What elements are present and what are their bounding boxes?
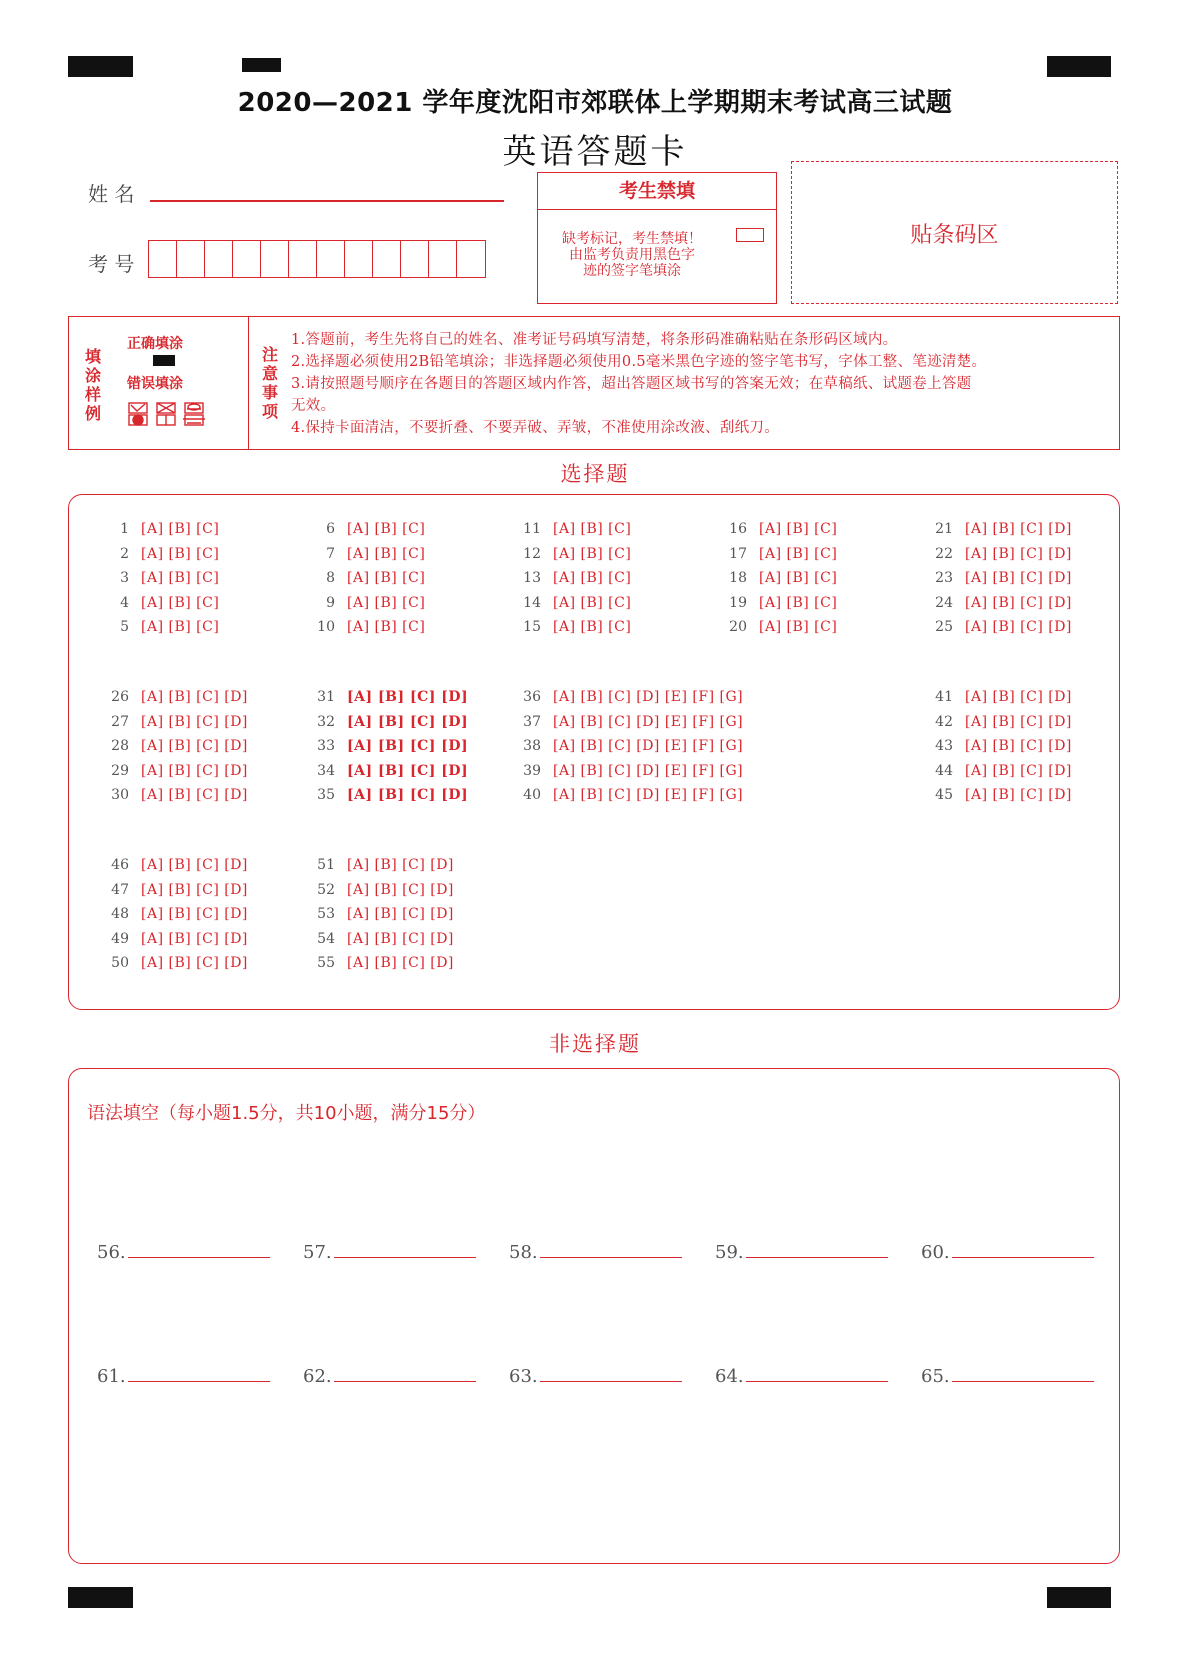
question-12[interactable]: [507, 546, 631, 562]
question-number: 37: [523, 713, 541, 730]
question-6[interactable]: [301, 521, 425, 537]
question-50[interactable]: [95, 955, 248, 971]
question-number: 9: [326, 594, 335, 611]
multiple-choice-area: [68, 494, 1120, 1010]
question-number: 11: [523, 521, 541, 537]
answer-options[interactable]: [A] [B] [C] [D]: [347, 713, 469, 730]
question-23[interactable]: [919, 570, 1072, 586]
answer-options[interactable]: [A] [B] [C]: [141, 594, 220, 611]
answer-options[interactable]: [A] [B] [C]: [141, 619, 220, 635]
examinee-forbidden-box: [537, 172, 777, 304]
notice-divider: [248, 317, 249, 449]
question-35[interactable]: [301, 787, 468, 803]
answer-options[interactable]: [A] [B] [C] [D]: [965, 787, 1072, 803]
question-27[interactable]: [95, 714, 248, 730]
question-number: 53: [317, 906, 335, 922]
answer-options[interactable]: [A] [B] [C]: [553, 570, 632, 586]
answer-options[interactable]: [A] [B] [C]: [759, 545, 838, 562]
answer-options[interactable]: [A] [B] [C] [D]: [141, 713, 248, 730]
forbidden-title: 考生禁填: [538, 173, 776, 210]
question-18[interactable]: [713, 570, 837, 586]
blank-line[interactable]: [952, 1241, 1094, 1258]
answer-blank[interactable]: [509, 1241, 682, 1263]
question-number: 47: [111, 881, 129, 898]
notice-item: 无效。: [291, 398, 336, 414]
question-47[interactable]: [95, 882, 248, 898]
question-number: 36: [523, 689, 541, 705]
question-number: 14: [523, 594, 541, 611]
question-51[interactable]: [301, 857, 454, 873]
question-number: 52: [317, 881, 335, 898]
question-number: 54: [317, 930, 335, 947]
question-29[interactable]: [95, 763, 248, 779]
question-number: 21: [935, 521, 953, 537]
question-number: 51: [317, 857, 335, 873]
question-34[interactable]: [301, 763, 468, 779]
notice-item: 2.选择题必须使用2B铅笔填涂；非选择题必须使用0.5毫米黑色字迹的签字笔书写，字体工整、笔迹清楚。: [291, 354, 987, 370]
question-1[interactable]: [95, 521, 219, 537]
blank-line[interactable]: [334, 1365, 476, 1382]
answer-options[interactable]: [A] [B] [C] [D]: [965, 689, 1072, 705]
question-54[interactable]: [301, 931, 454, 947]
question-number: 4: [120, 594, 129, 611]
nc-section-title: 非选择题: [549, 1032, 641, 1056]
answer-options[interactable]: [A] [B] [C]: [553, 594, 632, 611]
forbidden-line: 由监考负责用黑色字: [569, 247, 695, 263]
question-number: 28: [111, 738, 129, 754]
question-number: 39: [523, 762, 541, 779]
answer-options[interactable]: [A] [B] [C] [D]: [141, 689, 248, 705]
question-28[interactable]: [95, 738, 248, 754]
question-31[interactable]: [301, 689, 468, 705]
question-40[interactable]: [507, 787, 743, 803]
question-49[interactable]: [95, 931, 248, 947]
answer-blank[interactable]: [921, 1241, 1094, 1263]
answer-options[interactable]: [A] [B] [C]: [553, 545, 632, 562]
question-17[interactable]: [713, 546, 837, 562]
id-digit-box[interactable]: [149, 241, 177, 277]
blank-line[interactable]: [746, 1241, 888, 1258]
blank-line[interactable]: [128, 1365, 270, 1382]
answer-options[interactable]: [A] [B] [C] [D]: [141, 955, 248, 971]
blank-line[interactable]: [540, 1365, 682, 1382]
answer-blank[interactable]: [509, 1365, 682, 1387]
question-number: 41: [935, 689, 953, 705]
id-digit-box[interactable]: [317, 241, 345, 277]
barcode-label: 贴条码区: [910, 223, 999, 248]
card-title: 英语答题卡: [502, 132, 688, 172]
notice-item: 4.保持卡面清洁，不要折叠、不要弄破、弄皱，不准使用涂改液、刮纸刀。: [291, 420, 780, 436]
question-55[interactable]: [301, 955, 454, 971]
question-number: 13: [523, 570, 541, 586]
question-number: 31: [317, 689, 335, 705]
answer-options[interactable]: [A] [B] [C] [D]: [347, 955, 454, 971]
blank-number: 64.: [715, 1366, 744, 1387]
question-32[interactable]: [301, 714, 468, 730]
question-42[interactable]: [919, 714, 1072, 730]
question-number: 23: [935, 570, 953, 586]
question-53[interactable]: [301, 906, 454, 922]
answer-options[interactable]: [A] [B] [C]: [141, 545, 220, 562]
question-number: 49: [111, 930, 129, 947]
notice-label: 注意事项: [262, 345, 279, 421]
answer-options[interactable]: [A] [B] [C]: [759, 594, 838, 611]
answer-blank[interactable]: [715, 1365, 888, 1387]
question-9[interactable]: [301, 595, 425, 611]
answer-blank[interactable]: [715, 1241, 888, 1263]
id-digit-box[interactable]: [457, 241, 485, 277]
question-number: 7: [326, 545, 335, 562]
answer-options[interactable]: [A] [B] [C] [D]: [141, 881, 248, 898]
blank-number: 60.: [921, 1242, 950, 1263]
blank-line[interactable]: [540, 1241, 682, 1258]
registration-mark: [68, 1587, 133, 1608]
mc-section-title: 选择题: [560, 462, 630, 486]
question-19[interactable]: [713, 595, 837, 611]
answer-options[interactable]: [A] [B] [C]: [759, 521, 838, 537]
blank-line[interactable]: [952, 1365, 1094, 1382]
question-number: 29: [111, 762, 129, 779]
question-number: 6: [326, 521, 335, 537]
question-3[interactable]: [95, 570, 219, 586]
question-number: 27: [111, 713, 129, 730]
id-digit-box[interactable]: [233, 241, 261, 277]
id-digit-box[interactable]: [205, 241, 233, 277]
id-digit-box[interactable]: [289, 241, 317, 277]
id-digit-box[interactable]: [373, 241, 401, 277]
question-25[interactable]: [919, 619, 1072, 635]
answer-options[interactable]: [A] [B] [C] [D]: [965, 570, 1072, 586]
question-37[interactable]: [507, 714, 743, 730]
answer-options[interactable]: [A] [B] [C] [D]: [347, 787, 469, 803]
question-24[interactable]: [919, 595, 1072, 611]
question-number: 43: [935, 738, 953, 754]
notice-list: [291, 329, 1111, 439]
answer-options[interactable]: [A] [B] [C] [D]: [141, 930, 248, 947]
answer-options[interactable]: [A] [B] [C]: [347, 594, 426, 611]
answer-options[interactable]: [A] [B] [C]: [347, 619, 426, 635]
id-number-grid[interactable]: [148, 240, 486, 278]
correct-fill-sample: [153, 355, 175, 366]
wrong-fill-samples-icon: [127, 401, 211, 427]
answer-options[interactable]: [A] [B] [C] [D]: [141, 906, 248, 922]
question-41[interactable]: [919, 689, 1072, 705]
answer-options[interactable]: [A] [B] [C]: [347, 545, 426, 562]
answer-options[interactable]: [A] [B] [C] [D] [E] [F] [G]: [553, 762, 744, 779]
question-number: 35: [317, 787, 335, 803]
answer-options[interactable]: [A] [B] [C] [D]: [965, 594, 1072, 611]
registration-mark: [1047, 56, 1111, 77]
question-number: 55: [317, 955, 335, 971]
blank-number: 61.: [97, 1366, 126, 1387]
question-number: 1: [120, 521, 129, 537]
name-field[interactable]: [150, 200, 504, 202]
answer-blank[interactable]: [303, 1241, 476, 1263]
question-number: 17: [729, 545, 747, 562]
notice-item: 3.请按照题号顺序在各题目的答题区域内作答，超出答题区域书写的答案无效；在草稿纸、试题卷上答题: [291, 376, 972, 392]
question-number: 44: [935, 762, 953, 779]
answer-options[interactable]: [A] [B] [C] [D] [E] [F] [G]: [553, 738, 744, 754]
question-46[interactable]: [95, 857, 248, 873]
answer-options[interactable]: [A] [B] [C] [D]: [347, 762, 469, 779]
question-number: 48: [111, 906, 129, 922]
question-20[interactable]: [713, 619, 837, 635]
grammar-fill-heading: 语法填空（每小题1.5分，共10小题，满分15分）: [87, 1103, 486, 1124]
exam-title: 2020—2021 学年度沈阳市郊联体上学期期末考试高三试题: [237, 88, 953, 118]
question-number: 50: [111, 955, 129, 971]
question-21[interactable]: [919, 521, 1072, 537]
id-digit-box[interactable]: [401, 241, 429, 277]
name-label: 姓 名: [88, 182, 135, 206]
answer-options[interactable]: [A] [B] [C]: [347, 570, 426, 586]
question-number: 26: [111, 689, 129, 705]
question-number: 30: [111, 787, 129, 803]
question-26[interactable]: [95, 689, 248, 705]
answer-options[interactable]: [A] [B] [C] [D]: [965, 521, 1072, 537]
answer-options[interactable]: [A] [B] [C] [D]: [347, 906, 454, 922]
registration-mark: [1047, 1587, 1111, 1608]
answer-options[interactable]: [A] [B] [C]: [141, 570, 220, 586]
answer-options[interactable]: [A] [B] [C]: [347, 521, 426, 537]
answer-options[interactable]: [A] [B] [C] [D]: [347, 881, 454, 898]
answer-options[interactable]: [A] [B] [C]: [759, 570, 838, 586]
answer-options[interactable]: [A] [B] [C] [D]: [965, 738, 1072, 754]
barcode-area: [791, 161, 1118, 304]
blank-line[interactable]: [746, 1365, 888, 1382]
question-number: 38: [523, 738, 541, 754]
answer-options[interactable]: [A] [B] [C] [D]: [347, 689, 469, 705]
answer-options[interactable]: [A] [B] [C] [D]: [347, 930, 454, 947]
question-number: 22: [935, 545, 953, 562]
answer-options[interactable]: [A] [B] [C] [D]: [141, 762, 248, 779]
question-48[interactable]: [95, 906, 248, 922]
notice-item: 1.答题前，考生先将自己的姓名、准考证号码填写清楚，将条形码准确粘贴在条形码区域内。: [291, 332, 898, 348]
registration-mark: [242, 58, 281, 72]
question-5[interactable]: [95, 619, 219, 635]
question-number: 24: [935, 594, 953, 611]
answer-options[interactable]: [A] [B] [C] [D]: [347, 738, 469, 754]
answer-options[interactable]: [A] [B] [C] [D] [E] [F] [G]: [553, 689, 744, 705]
question-14[interactable]: [507, 595, 631, 611]
answer-options[interactable]: [A] [B] [C]: [553, 619, 632, 635]
answer-options[interactable]: [A] [B] [C] [D]: [141, 787, 248, 803]
question-52[interactable]: [301, 882, 454, 898]
question-number: 40: [523, 787, 541, 803]
answer-options[interactable]: [A] [B] [C] [D] [E] [F] [G]: [553, 787, 744, 803]
question-39[interactable]: [507, 763, 743, 779]
blank-number: 65.: [921, 1366, 950, 1387]
question-number: 45: [935, 787, 953, 803]
notice-box: [68, 316, 1120, 450]
blank-line[interactable]: [334, 1241, 476, 1258]
answer-options[interactable]: [A] [B] [C]: [141, 521, 220, 537]
answer-options[interactable]: [A] [B] [C]: [759, 619, 838, 635]
non-choice-area: [68, 1068, 1120, 1564]
id-digit-box[interactable]: [177, 241, 205, 277]
blank-number: 59.: [715, 1242, 744, 1263]
question-7[interactable]: [301, 546, 425, 562]
answer-blank[interactable]: [97, 1365, 270, 1387]
blank-number: 62.: [303, 1366, 332, 1387]
answer-options[interactable]: [A] [B] [C] [D]: [965, 619, 1072, 635]
correct-fill-label: 正确填涂: [127, 336, 183, 352]
question-10[interactable]: [301, 619, 425, 635]
fill-sample-label: 填涂样例: [85, 347, 102, 423]
question-number: 32: [317, 713, 335, 730]
question-16[interactable]: [713, 521, 837, 537]
question-30[interactable]: [95, 787, 248, 803]
question-number: 19: [729, 594, 747, 611]
question-8[interactable]: [301, 570, 425, 586]
id-digit-box[interactable]: [345, 241, 373, 277]
question-number: 34: [317, 762, 335, 779]
question-number: 10: [317, 619, 335, 635]
id-digit-box[interactable]: [429, 241, 457, 277]
question-number: 20: [729, 619, 747, 635]
id-digit-box[interactable]: [261, 241, 289, 277]
answer-options[interactable]: [A] [B] [C] [D]: [141, 738, 248, 754]
question-36[interactable]: [507, 689, 743, 705]
question-15[interactable]: [507, 619, 631, 635]
answer-options[interactable]: [A] [B] [C] [D] [E] [F] [G]: [553, 713, 744, 730]
question-number: 25: [935, 619, 953, 635]
id-label: 考 号: [88, 252, 135, 276]
blank-number: 58.: [509, 1242, 538, 1263]
answer-options[interactable]: [A] [B] [C] [D]: [141, 857, 248, 873]
question-number: 15: [523, 619, 541, 635]
answer-blank[interactable]: [921, 1365, 1094, 1387]
forbidden-line: 缺考标记，考生禁填！: [562, 231, 702, 247]
blank-number: 56.: [97, 1242, 126, 1263]
question-number: 2: [120, 545, 129, 562]
question-38[interactable]: [507, 738, 743, 754]
answer-options[interactable]: [A] [B] [C] [D]: [965, 545, 1072, 562]
question-33[interactable]: [301, 738, 468, 754]
blank-line[interactable]: [128, 1241, 270, 1258]
forbidden-instructions: [546, 231, 718, 279]
question-number: 8: [326, 570, 335, 586]
registration-mark: [68, 56, 133, 77]
answer-options[interactable]: [A] [B] [C] [D]: [347, 857, 454, 873]
question-number: 16: [729, 521, 747, 537]
question-number: 46: [111, 857, 129, 873]
question-11[interactable]: [507, 521, 631, 537]
answer-blank[interactable]: [97, 1241, 270, 1263]
absent-mark-box[interactable]: [736, 228, 764, 242]
question-number: 12: [523, 545, 541, 562]
question-number: 33: [317, 738, 335, 754]
question-number: 42: [935, 713, 953, 730]
answer-blank[interactable]: [303, 1365, 476, 1387]
question-number: 3: [120, 570, 129, 586]
question-2[interactable]: [95, 546, 219, 562]
question-43[interactable]: [919, 738, 1072, 754]
forbidden-line: 迹的签字笔填涂: [583, 263, 681, 279]
answer-options[interactable]: [A] [B] [C] [D]: [965, 713, 1072, 730]
question-44[interactable]: [919, 763, 1072, 779]
question-45[interactable]: [919, 787, 1072, 803]
question-number: 18: [729, 570, 747, 586]
blank-number: 63.: [509, 1366, 538, 1387]
wrong-fill-label: 错误填涂: [127, 376, 183, 392]
blank-number: 57.: [303, 1242, 332, 1263]
question-number: 5: [120, 619, 129, 635]
question-22[interactable]: [919, 546, 1072, 562]
question-4[interactable]: [95, 595, 219, 611]
answer-options[interactable]: [A] [B] [C] [D]: [965, 762, 1072, 779]
question-13[interactable]: [507, 570, 631, 586]
answer-options[interactable]: [A] [B] [C]: [553, 521, 632, 537]
